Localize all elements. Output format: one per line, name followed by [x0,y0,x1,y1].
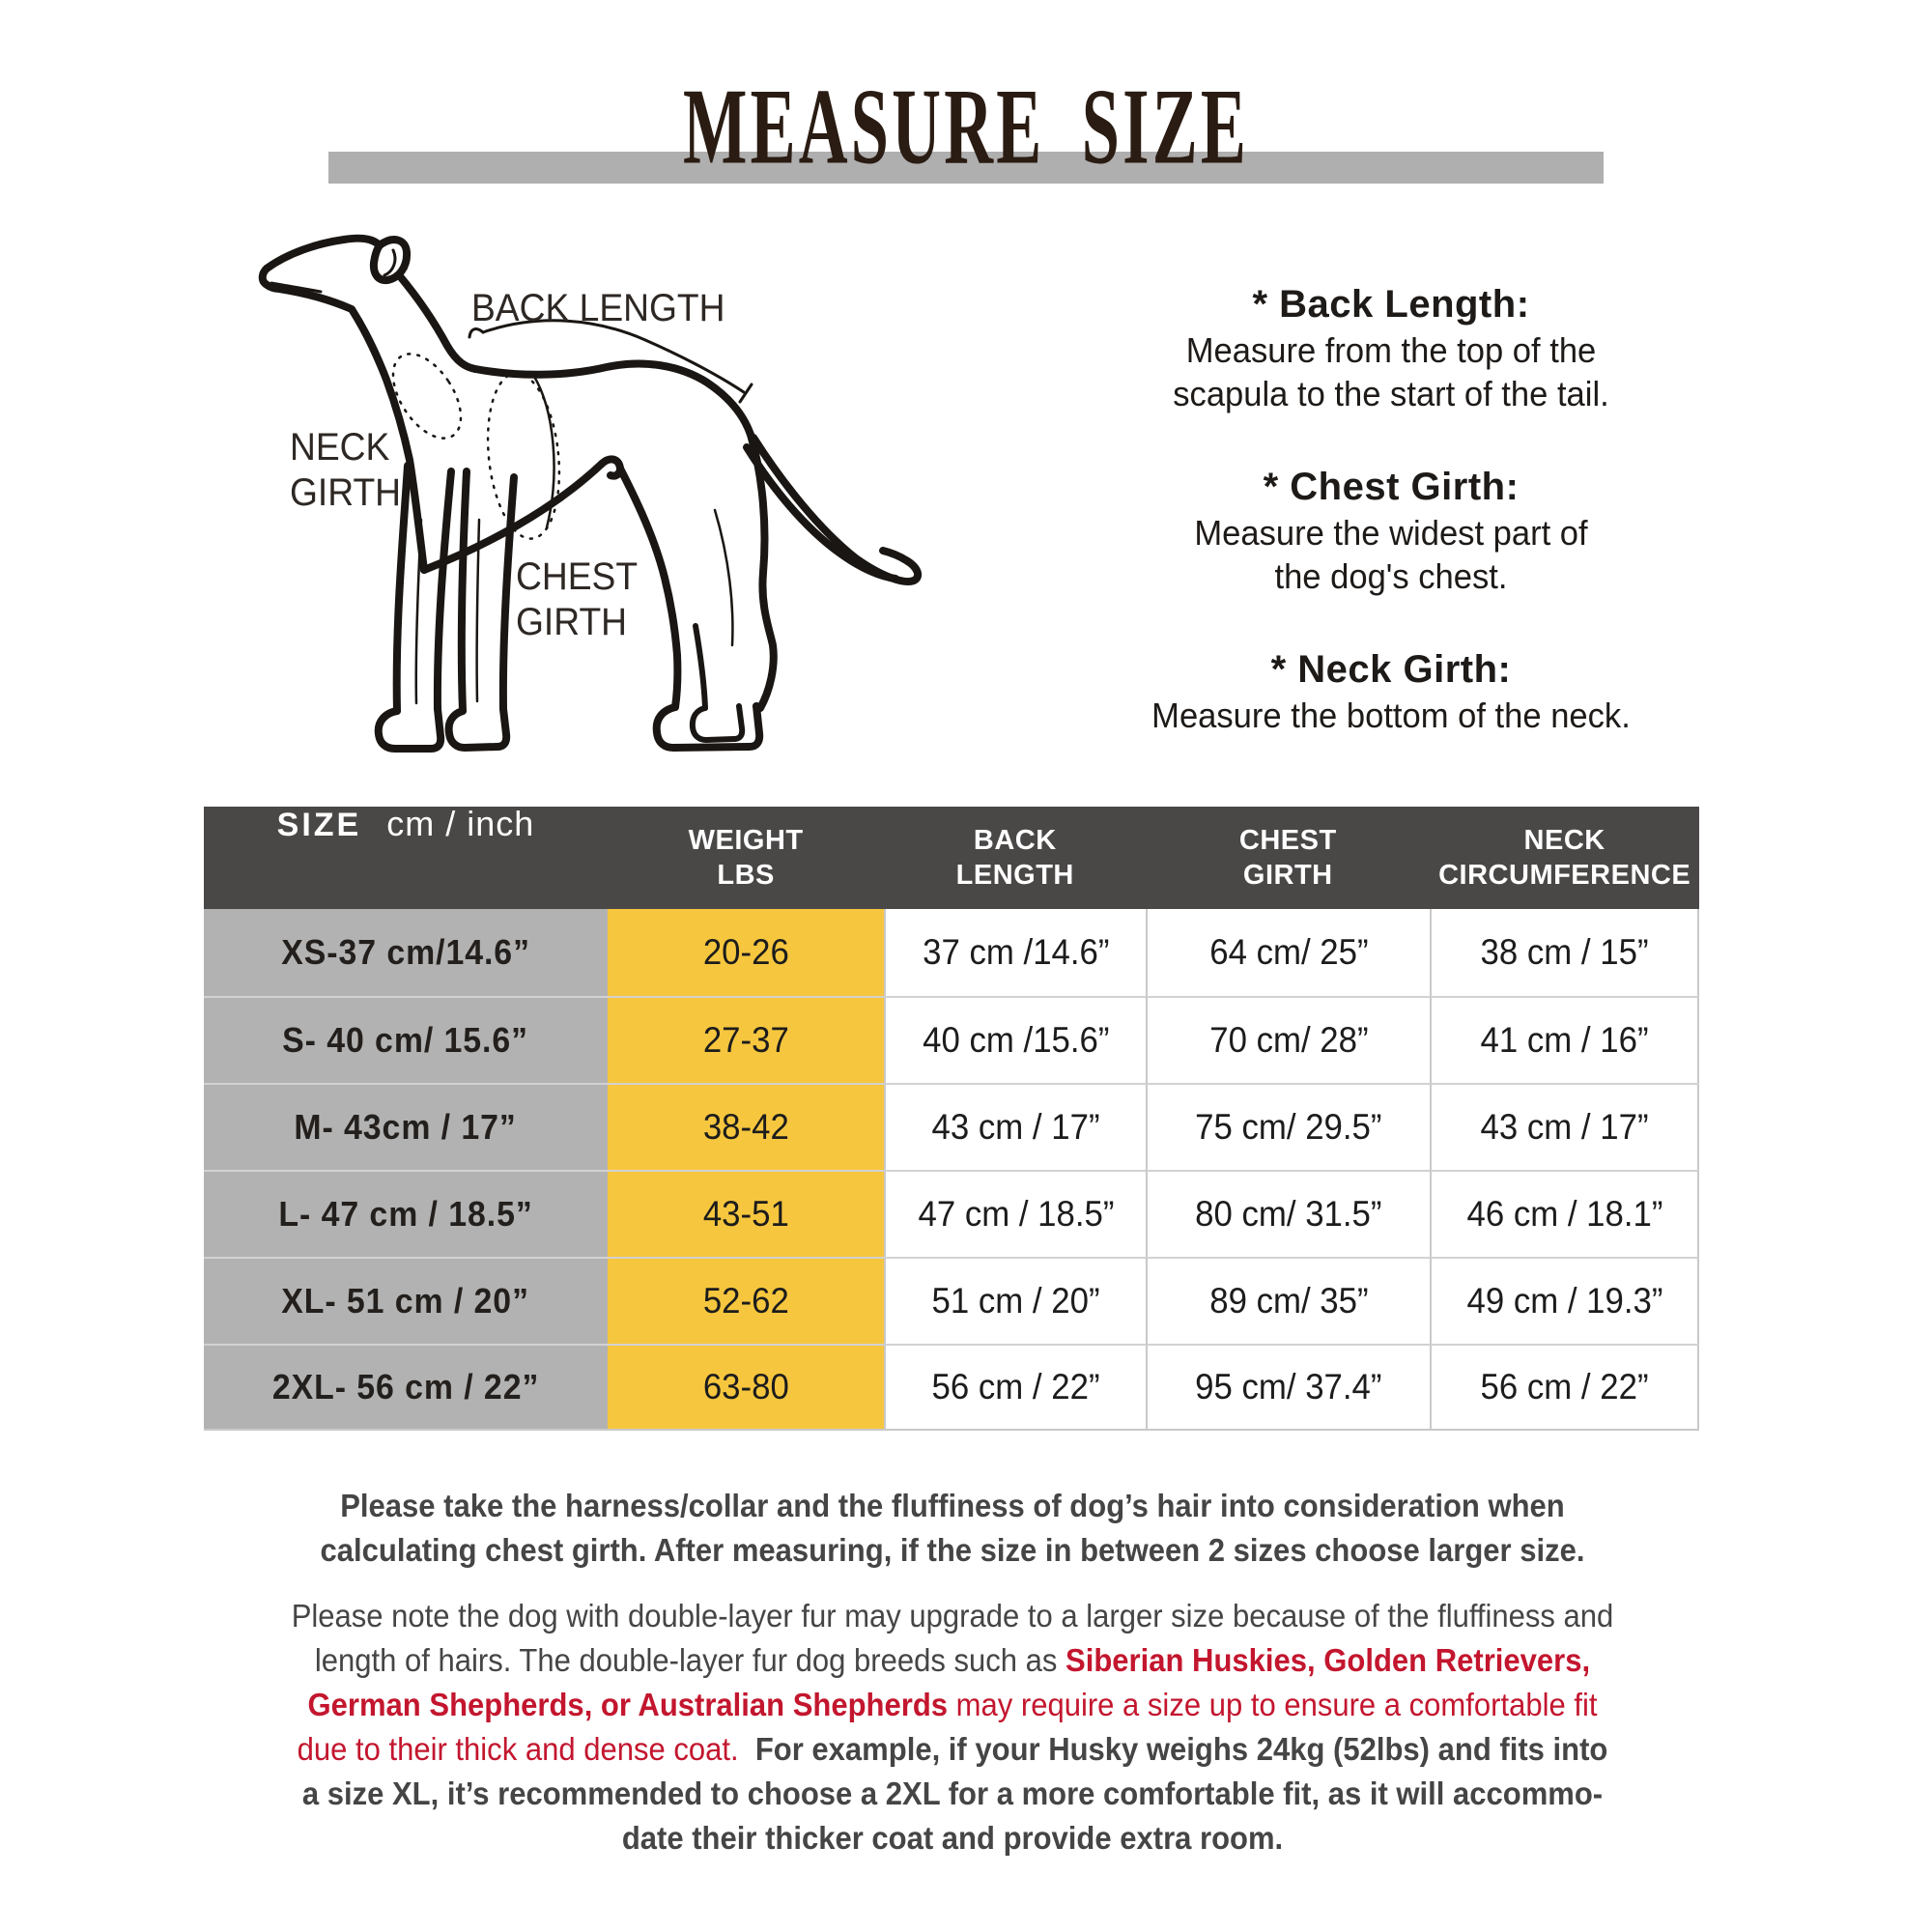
table-row: S- 40 cm/ 15.6” 27-37 40 cm /15.6” 70 cm/ 28” 41 cm / 16” [204,996,1699,1083]
table-row: M- 43cm / 17” 38-42 43 cm / 17” 75 cm/ 29.5” 43 cm / 17” [204,1083,1699,1170]
back-length-label: BACK LENGTH [471,287,725,329]
instruction-back-length: * Back Length: Measure from the top of the scapula to the start of the tail. [1173,283,1609,413]
size-chart-table [204,804,1699,1431]
header-neck-circumference: NECK CIRCUMFERENCE [1438,825,1691,891]
table-row: XS-37 cm/14.6” 20-26 37 cm /14.6” 64 cm/ 25” 38 cm / 15” [204,909,1699,996]
table-row: L- 47 cm / 18.5” 43-51 47 cm / 18.5” 80 cm/ 31.5” 46 cm / 18.1” [204,1170,1699,1257]
table-row: XL- 51 cm / 20” 52-62 51 cm / 20” 89 cm/ 35” 49 cm / 19.3” [204,1257,1699,1344]
header-size: SIZE cm / inch [276,804,535,843]
breed-highlight: German Shepherds, or Australian Shepherds [307,1687,949,1722]
instruction-chest-girth: * Chest Girth: Measure the widest part of the dog's chest. [1194,466,1588,596]
chest-girth-label: CHEST GIRTH [516,555,639,643]
instruction-neck-girth: * Neck Girth: Measure the bottom of the neck. [1151,648,1631,735]
neck-girth-label: NECK GIRTH [290,426,402,514]
dog-measurement-diagram [174,220,966,800]
table-header-row [204,804,1699,909]
page-title: MEASURE SIZE [682,67,1250,188]
note-double-layer-fur: Please note the dog with double-layer fur may upgrade to a larger size because of the fluffiness and length of hairs. The double-layer fur dog breeds such as Siberian Huskies, Golden Retrievers, German Shepherds, or Australian Shepherds may require a size up to ensure a comfortable fit due to their thick and dense coat. For example, if your Husky weighs 24kg (52lbs) and fits into a size XL, it’s recommended to choose a 2XL for a more comfortable fit, as it will accommo- date their thicker coat and provide extra room. [291,1598,1614,1856]
table-row: 2XL- 56 cm / 22” 63-80 56 cm / 22” 95 cm/ 37.4” 56 cm / 22” [204,1344,1699,1431]
header-weight: WEIGHT LBS [688,825,804,891]
header-chest-girth: CHEST GIRTH [1238,825,1337,891]
table-body [204,909,1699,1431]
measuring-instructions [1101,280,1681,784]
header-back-length: BACK LENGTH [955,825,1074,891]
breed-highlight: Siberian Huskies, Golden Retrievers, [1065,1642,1591,1678]
note-sizing-advice: Please take the harness/collar and the fluffiness of dog’s hair into consideration when calculating chest girth. After measuring, if the size in between 2 sizes choose larger size. [320,1488,1585,1568]
